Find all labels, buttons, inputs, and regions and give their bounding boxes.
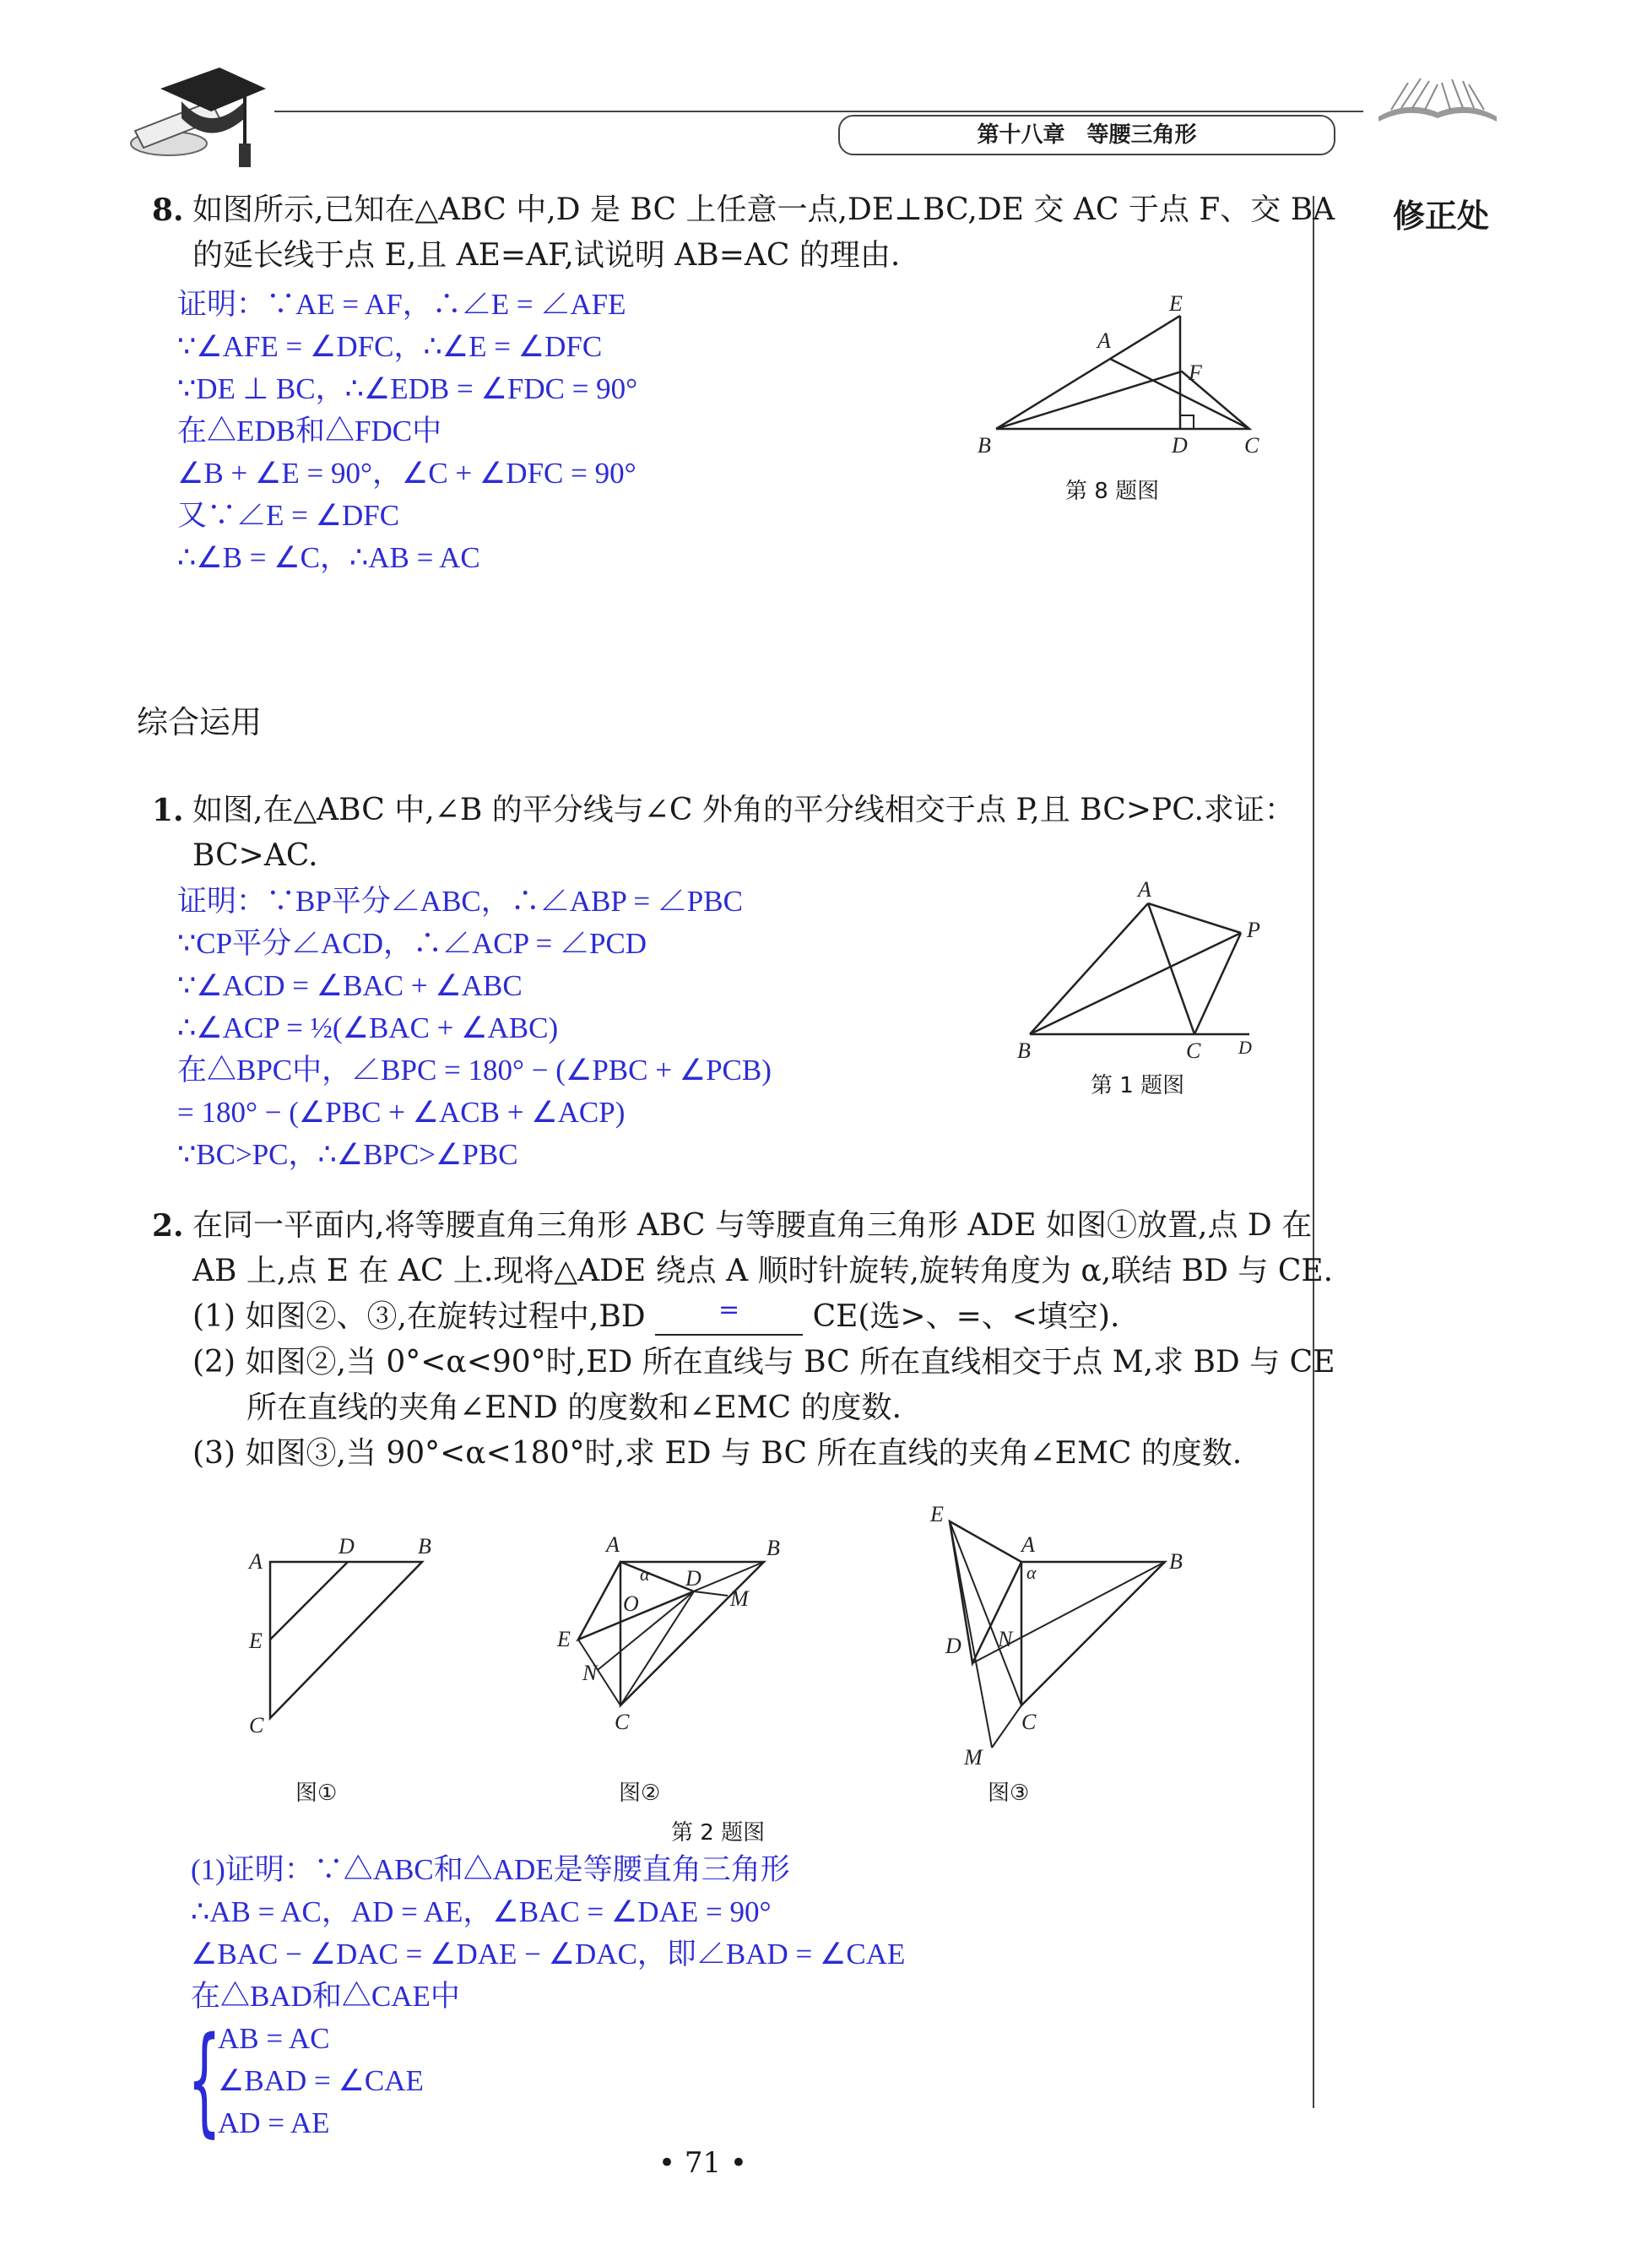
fig1-label-B: B [1017,1038,1031,1063]
problem8-answer [177,284,637,579]
fig1-label-A: A [1138,878,1151,902]
fig1-label-D: D [1238,1037,1252,1058]
f1-label-D: D [339,1534,355,1559]
answer-line: ∵∠AFE = ∠DFC，∴∠E = ∠DFC [177,330,603,363]
fig1-label-P: P [1247,918,1260,942]
brace-line: AD = AE [218,2106,330,2139]
problem2-figure3 [920,1503,1199,1773]
problem1-number: 1. [152,793,184,828]
problem2-sub2-line2: 所在直线的夹角∠END 的度数和∠EMC 的度数. [246,1390,902,1425]
answer-line: 证明：∵AE = AF，∴∠E = ∠AFE [177,288,626,321]
problem8-figure-caption: 第 8 题图 [1065,479,1160,504]
sub1-suffix: CE(选>、=、<填空). [812,1299,1120,1334]
fig3-caption: 图③ [988,1781,1030,1806]
chapter-title-box [838,115,1335,155]
brace-line: AB = AC [218,2022,330,2055]
f3-label-alpha: α [1026,1562,1037,1583]
answer-line: 在△BPC中，∠BPC = 180° − (∠PBC + ∠PCB) [177,1054,772,1087]
f3-label-C: C [1021,1710,1037,1734]
f3-label-A: A [1021,1532,1035,1557]
problem2-text-line1: 在同一平面内,将等腰直角三角形 ABC 与等腰直角三角形 ADE 如图①放置,点 D 在 [192,1208,1313,1243]
fig8-label-E: E [1169,291,1183,316]
f3-label-N: N [998,1627,1013,1651]
f1-label-E: E [249,1629,263,1653]
answer-line: ∵BC>PC，∴∠BPC>∠PBC [177,1138,518,1171]
f1-label-A: A [249,1549,263,1574]
fig8-label-F: F [1189,360,1202,385]
answer-line: (1)证明：∵△ABC和△ADE是等腰直角三角形 [191,1853,790,1886]
fig1-label-C: C [1186,1038,1201,1063]
answer-line: 又∵∠E = ∠DFC [177,499,400,532]
answer-brace: { [187,2012,222,2149]
brace-line: ∠BAD = ∠CAE [218,2064,424,2097]
fig1-caption: 图① [295,1781,338,1806]
answer-line: ∵∠ACD = ∠BAC + ∠ABC [177,969,523,1002]
sub1-prefix: (1) 如图②、③,在旋转过程中,BD [192,1299,646,1334]
f1-label-C: C [249,1713,264,1737]
f2-label-A: A [606,1532,620,1557]
sidebar-divider [1313,196,1314,2108]
sub1-answer: = [718,1295,740,1325]
f2-label-N: N [582,1661,598,1685]
f2-label-alpha: α [640,1564,650,1585]
problem2-sub1 [192,1294,1119,1340]
answer-line: 在△EDB和△FDC中 [177,415,442,447]
open-book-icon [1374,74,1501,125]
f3-label-M: M [964,1745,983,1770]
problem2-figure1 [241,1520,460,1748]
f3-label-B: B [1169,1549,1183,1574]
answer-line: = 180° − (∠PBC + ∠ACB + ∠ACP) [177,1096,626,1129]
answer-line: ∵DE ⊥ BC，∴∠EDB = ∠FDC = 90° [177,372,638,405]
f2-label-D: D [685,1566,701,1591]
problem2-text-line2: AB 上,点 E 在 AC 上.现将△ADE 绕点 A 顺时针旋转,旋转角度为 α,联结 BD 与 CE. [192,1254,1334,1288]
fig2-caption: 图② [619,1781,661,1806]
answer-line: ∵CP平分∠ACD，∴∠ACP = ∠PCD [177,927,647,960]
problem8-text-line1: 如图所示,已知在△ABC 中,D 是 BC 上任意一点,DE⊥BC,DE 交 AC 于点 F、交 BA [192,192,1335,227]
page-number: • 71 • [658,2146,747,2180]
problem2-sub2-line1: (2) 如图②,当 0°<α<90°时,ED 所在直线与 BC 所在直线相交于点 M,求 BD 与 CE [192,1345,1335,1380]
fig8-label-C: C [1244,433,1259,458]
problem8-text-line2: 的延长线于点 E,且 AE=AF,试说明 AB=AC 的理由. [192,238,901,273]
fig8-label-B: B [978,433,991,458]
answer-line: ∴∠B = ∠C，∴AB = AC [177,541,480,574]
problem2-brace-lines [218,2018,424,2144]
f2-label-O: O [623,1591,639,1616]
header-rule [274,111,1363,112]
answer-line: ∴∠ACP = ½(∠BAC + ∠ABC) [177,1011,559,1044]
f2-label-E: E [557,1627,571,1651]
fig8-label-D: D [1172,433,1188,458]
problem1-text-line1: 如图,在△ABC 中,∠B 的平分线与∠C 外角的平分线相交于点 P,且 BC>PC.求证： [192,793,1295,827]
problem8-number: 8. [152,192,184,228]
problem1-figure [1009,878,1287,1064]
chapter-title: 第十八章 等腰三角形 [977,122,1197,148]
section-title: 综合运用 [137,704,262,740]
answer-line: ∠BAC − ∠DAC = ∠DAE − ∠DAC，即∠BAD = ∠CAE [191,1938,906,1971]
problem1-text-line2: BC>AC. [192,838,318,873]
problem2-figure2 [540,1520,794,1748]
problem2-answer [191,1849,905,2018]
f3-label-E: E [930,1503,944,1526]
sidebar-title: 修正处 [1393,198,1490,235]
problem1-figure-caption: 第 1 题图 [1091,1073,1185,1098]
f2-label-B: B [766,1536,780,1560]
sub1-blank [655,1295,803,1336]
answer-line: ∴AB = AC，AD = AE，∠BAC = ∠DAE = 90° [191,1895,772,1928]
answer-line: 证明：∵BP平分∠ABC，∴∠ABP = ∠PBC [177,885,743,918]
f2-label-M: M [730,1586,749,1611]
problem8-figure [962,287,1283,473]
problem2-sub3: (3) 如图③,当 90°<α<180°时,求 ED 与 BC 所在直线的夹角∠EMC 的度数. [192,1436,1243,1471]
graduation-cap-icon [118,51,270,169]
problem2-number: 2. [152,1208,184,1244]
fig8-label-A: A [1097,328,1111,353]
answer-line: ∠B + ∠E = 90°，∠C + ∠DFC = 90° [177,457,636,490]
f1-label-B: B [418,1534,431,1559]
problem2-figure-caption: 第 2 题图 [671,1820,766,1846]
f2-label-C: C [615,1710,630,1734]
problem1-answer [177,881,772,1176]
f3-label-D: D [945,1634,961,1658]
answer-line: 在△BAD和△CAE中 [191,1980,460,2013]
